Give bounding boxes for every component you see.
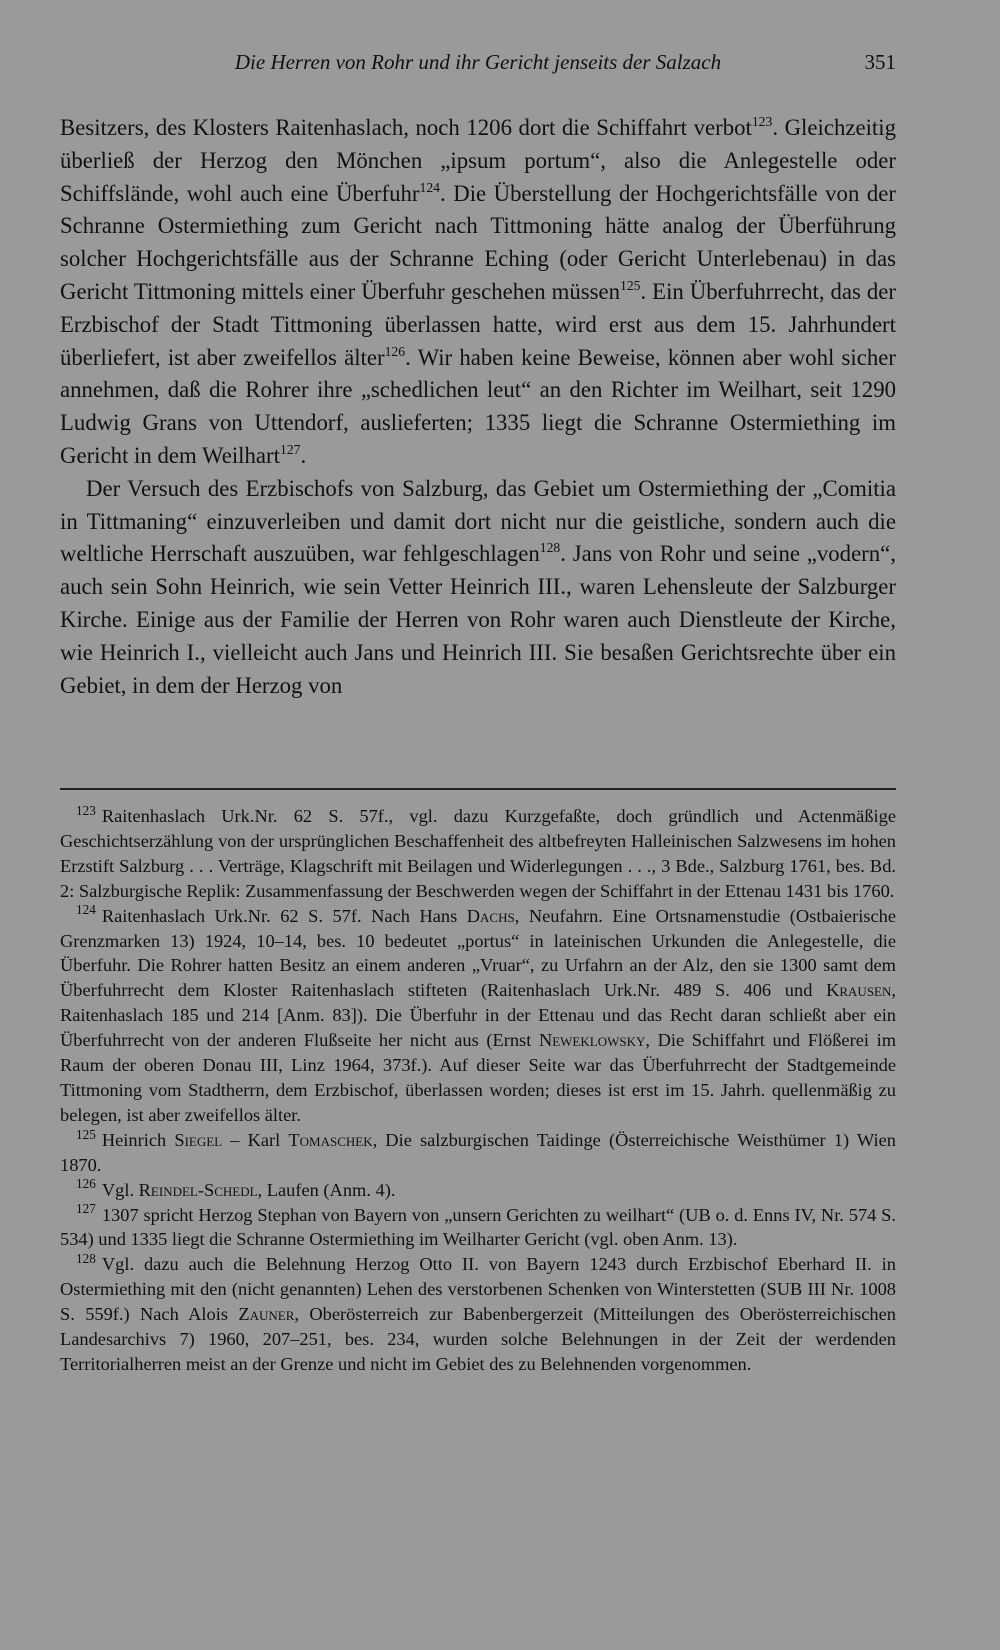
footnote-text: – Karl [222,1129,289,1150]
author-name: Tomaschek [288,1129,373,1150]
footnote-123 [60,804,896,904]
author-name: Siegel [174,1129,223,1150]
text-run: Besitzers, des Klosters Raitenhaslach, noch 1206 dort die Schiffahrt verbot [60,115,752,140]
author-name: Dachs [466,905,515,926]
author-name: Zauner [238,1304,295,1325]
footnote-ref-128: 128 [539,540,561,556]
footnote-125 [60,1128,896,1178]
main-text [60,112,896,702]
footnote-number: 124 [76,902,96,918]
footnote-text: Heinrich [101,1129,175,1150]
text-run: . [300,442,307,468]
text-run: Der Versuch des Erzbischofs von Salzburg, das Gebiet um Ostermiething der „Comitia in Tittmaning“ einzuverleiben und damit dort nicht nur die geistliche, sondern auch die weltliche Herrschaft auszuüben, war fehlgeschlagen [60,475,896,567]
footnote-126 [60,1178,896,1203]
footnote-text: , Die Schiffahrt und Flößerei im Raum der oberen Donau III, Linz 1964, 373f.). Auf dieser Seite war das Überfuhrrecht der Stadtgemeinde Tittmoning vom Stadtherrn, dem Erzbischof, überlassen worden; dieses ist erst im 15. Jahrh. quellenmäßig zu belegen, ist aber zweifellos älter. [60,1030,896,1125]
text-run: . Jans von Rohr und seine „vodern“, auch sein Sohn Heinrich, wie sein Vetter Heinrich III., waren Lehensleute der Salzburger Kirche. Einige aus der Familie der Herren von Rohr waren auch Dienstleute der Kirche, wie Heinrich I., vielleicht auch Jans und Heinrich III. Sie besaßen Gerichtsrechte über ein Gebiet, in dem der Herzog von [60,541,896,698]
footnote-text: Raitenhaslach Urk.Nr. 62 S. 57f. Nach Hans [101,905,467,926]
paragraph-2 [60,473,896,703]
footnote-128 [60,1252,896,1377]
footnote-ref-127: 127 [279,442,301,458]
footnote-ref-126: 126 [384,343,406,359]
text-run: . Ein Überfuhrrecht, das der Erzbischof der Stadt Tittmoning überlassen hatte, wird erst aus dem 15. Jahrhundert überliefert, ist aber zweifellos älter [60,278,896,370]
text-run: . Gleichzeitig überließ der Herzog den Mönchen „ipsum portum“, also die Anlegestelle oder Schiffslände, wohl auch eine Überfuhr [60,115,896,206]
footnotes [60,804,896,1377]
footnote-ref-125: 125 [620,278,641,294]
footnote-text: Raitenhaslach Urk.Nr. 62 S. 57f., vgl. dazu Kurzgefaßte, doch gründlich und Actenmäßige Geschichtserzählung von der ursprünglichen Beschaffenheit des altbefreyten Halleinischen Salzwesens im hohen Erzstift Salzburg . . . Verträge, Klagschrift mit Beilagen und Widerlegungen . . ., 3 Bde., Salzburg 1761, bes. Bd. 2: Salzburgische Replik: Zusammenfassung der Beschwerden wegen der Schiffahrt in der Ettenau 1431 bis 1760. [60,806,896,901]
footnote-text: 1307 spricht Herzog Stephan von Bayern von „unsern Gerichten zu weilhart“ (UB o. d. Enns IV, Nr. 574 S. 534) und 1335 liegt die Schranne Ostermiething im Weilharter Gericht (vgl. oben Anm. 13). [60,1204,896,1250]
paragraph-1 [60,112,896,473]
footnote-text: , Laufen (Anm. 4). [257,1179,396,1200]
footnote-text: , Oberösterreich zur Babenbergerzeit (Mitteilungen des Oberösterreichischen Landesarchivs 7) 1960, 207–251, bes. 234, wurden solche Belehnungen in der Zeit der werdenden Territorialherren meist an der Grenze und nicht im Gebiet des zu Belehnenden vorgenommen. [60,1304,896,1374]
footnote-124 [60,904,896,1128]
footnote-separator [60,788,896,790]
footnote-text: Vgl. [101,1179,139,1200]
author-name: Krausen [826,980,892,1001]
footnote-text: , Die salzburgischen Taidinge (Österreichische Weisthümer 1) Wien 1870. [60,1129,896,1175]
footnote-number: 125 [76,1126,96,1142]
author-name: Reindel-Schedl [138,1179,258,1200]
footnote-ref-124: 124 [419,179,440,195]
footnote-number: 128 [76,1251,96,1267]
footnote-127 [60,1203,896,1253]
page-number: 351 [864,50,896,74]
author-name: Neweklowsky [538,1030,646,1051]
footnote-text: Vgl. dazu auch die Belehnung Herzog Otto II. von Bayern 1243 durch Erzbischof Eberhard II. in Ostermiething mit den (nicht genannten) Lehen des verstorbenen Schenken von Winterstetten (SUB III Nr. 1008 S. 559f.) Nach Alois [60,1254,896,1325]
footnote-number: 126 [76,1176,96,1192]
footnote-number: 127 [76,1201,96,1217]
footnote-ref-123: 123 [751,114,773,130]
running-title: Die Herren von Rohr und ihr Gericht jenseits der Salzach [234,50,722,74]
footnote-text: , Raitenhaslach 185 und 214 [Anm. 83]). Die Überfuhr in der Ettenau und das Recht daran schließt aber ein Überfuhrrecht von der anderen Flußseite her nicht aus (Ernst [60,980,896,1051]
running-head [60,48,896,78]
footnote-number: 123 [76,802,96,818]
text-run: . Wir haben keine Beweise, können aber wohl sicher annehmen, daß die Rohrer ihre „schedlichen leut“ an den Richter im Weilhart, seit 1290 Ludwig Grans von Uttendorf, auslieferten; 1335 liegt die Schranne Ostermiething im Gericht in dem Weilhart [60,344,896,468]
text-run: . Die Überstellung der Hochgerichtsfälle von der Schranne Ostermiething zum Gericht nach Tittmoning hätte analog der Überführung solcher Hochgerichtsfälle aus der Schranne Eching (oder Gericht Unterlebenau) in das Gericht Tittmoning mittels einer Überfuhr geschehen müssen [60,180,896,304]
footnote-text: , Neufahrn. Eine Ortsnamenstudie (Ostbaierische Grenzmarken 13) 1924, 10–14, bes. 10 bedeutet „portus“ in lateinischen Urkunden die Anlegestelle, die Überfuhr. Die Rohrer hatten Besitz an einem anderen „Vruar“, zu Urfahrn an der Alz, den sie 1300 samt dem Überfuhrrecht dem Kloster Raitenhaslach stifteten (Raitenhaslach Urk.Nr. 489 S. 406 und [60,905,896,1001]
